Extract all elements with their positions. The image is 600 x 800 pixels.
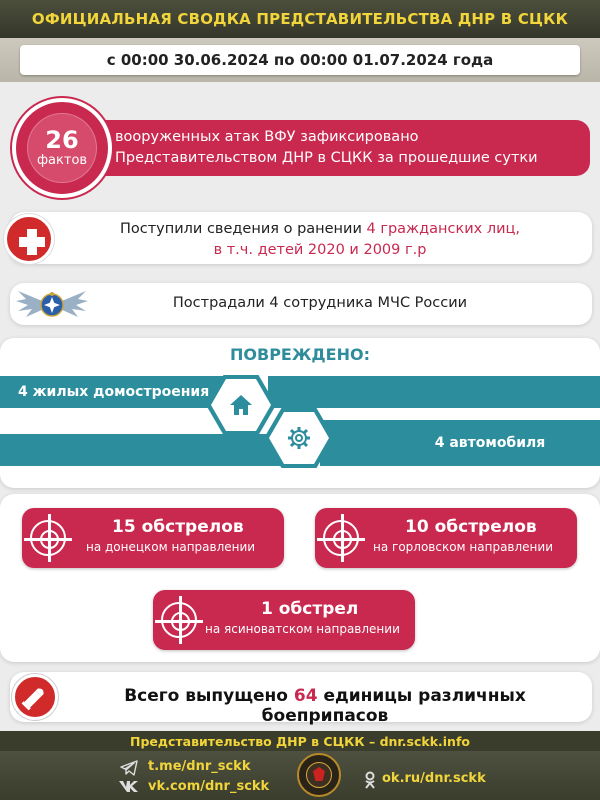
- houses-band-tail: [268, 376, 600, 408]
- houses-band: [0, 376, 240, 408]
- shelling-yasinovataya: [153, 590, 415, 650]
- wounded-prefix: Поступили сведения о ранении: [119, 221, 367, 237]
- total-number: 64: [293, 686, 318, 706]
- attacks-line2: Представительством ДНР в СЦКК за прошедшие сутки: [115, 150, 538, 166]
- shelling-direction: на горловском направлении: [373, 540, 553, 554]
- total-text: [70, 686, 580, 726]
- shelling-direction: на ясиноватском направлении: [205, 622, 400, 636]
- period-text: с 00:00 30.06.2024 по 00:00 01.07.2024 года: [20, 45, 580, 75]
- cars-band-head: [0, 434, 290, 466]
- footer-links: [0, 751, 600, 800]
- shelling-count: 10 обстрелов: [405, 517, 537, 537]
- attacks-badge: [27, 113, 97, 183]
- attacks-count: 26: [45, 126, 79, 154]
- telegram-icon[interactable]: [120, 760, 138, 776]
- footer-org-bar: [0, 731, 600, 751]
- wounded-text: [110, 219, 530, 261]
- target-icon: [161, 602, 197, 638]
- medical-cross-icon: [4, 214, 54, 264]
- attacks-unit: фактов: [36, 153, 88, 168]
- attacks-banner: [70, 120, 590, 176]
- mchs-emblem-icon: [14, 285, 90, 325]
- odnoklassniki-link[interactable]: ok.ru/dnr.sckk: [382, 771, 486, 786]
- attacks-line1: вооруженных атак ВФУ зафиксировано: [115, 129, 419, 145]
- houses-text: 4 жилых домостроения: [18, 384, 210, 400]
- vk-link[interactable]: vk.com/dnr_sckk: [148, 779, 270, 794]
- vk-icon[interactable]: [118, 779, 140, 793]
- target-icon: [30, 520, 66, 556]
- shelling-count: 15 обстрелов: [112, 517, 244, 537]
- telegram-link[interactable]: t.me/dnr_sckk: [148, 759, 251, 774]
- target-icon: [323, 520, 359, 556]
- gear-icon: [286, 425, 312, 451]
- dnr-emblem-icon: [297, 753, 341, 797]
- header-bar: [0, 0, 600, 38]
- ammunition-icon: [12, 674, 58, 720]
- shelling-gorlovka: [315, 508, 577, 568]
- house-icon: [228, 393, 254, 417]
- shelling-count: 1 обстрел: [261, 599, 359, 619]
- wounded-highlight: 4 гражданских лиц,: [366, 221, 521, 237]
- cars-band: [320, 420, 600, 466]
- total-suffix: единицы различных боеприпасов: [261, 686, 526, 726]
- cars-text: 4 автомобиля: [434, 435, 546, 451]
- total-prefix: Всего выпущено: [124, 686, 294, 706]
- wounded-children: в т.ч. детей 2020 и 2009 г.р: [213, 242, 427, 258]
- footer-org: Представительство ДНР в СЦКК – dnr.sckk.info: [130, 733, 470, 749]
- mchs-text: Пострадали 4 сотрудника МЧС России: [172, 295, 468, 311]
- damaged-label: ПОВРЕЖДЕНО:: [230, 345, 370, 364]
- shelling-donetsk: [22, 508, 284, 568]
- period-band: [0, 38, 600, 82]
- odnoklassniki-icon[interactable]: [364, 771, 376, 789]
- page-title: ОФИЦИАЛЬНАЯ СВОДКА ПРЕДСТАВИТЕЛЬСТВА ДНР В СЦКК: [31, 10, 569, 28]
- shelling-direction: на донецком направлении: [86, 540, 256, 554]
